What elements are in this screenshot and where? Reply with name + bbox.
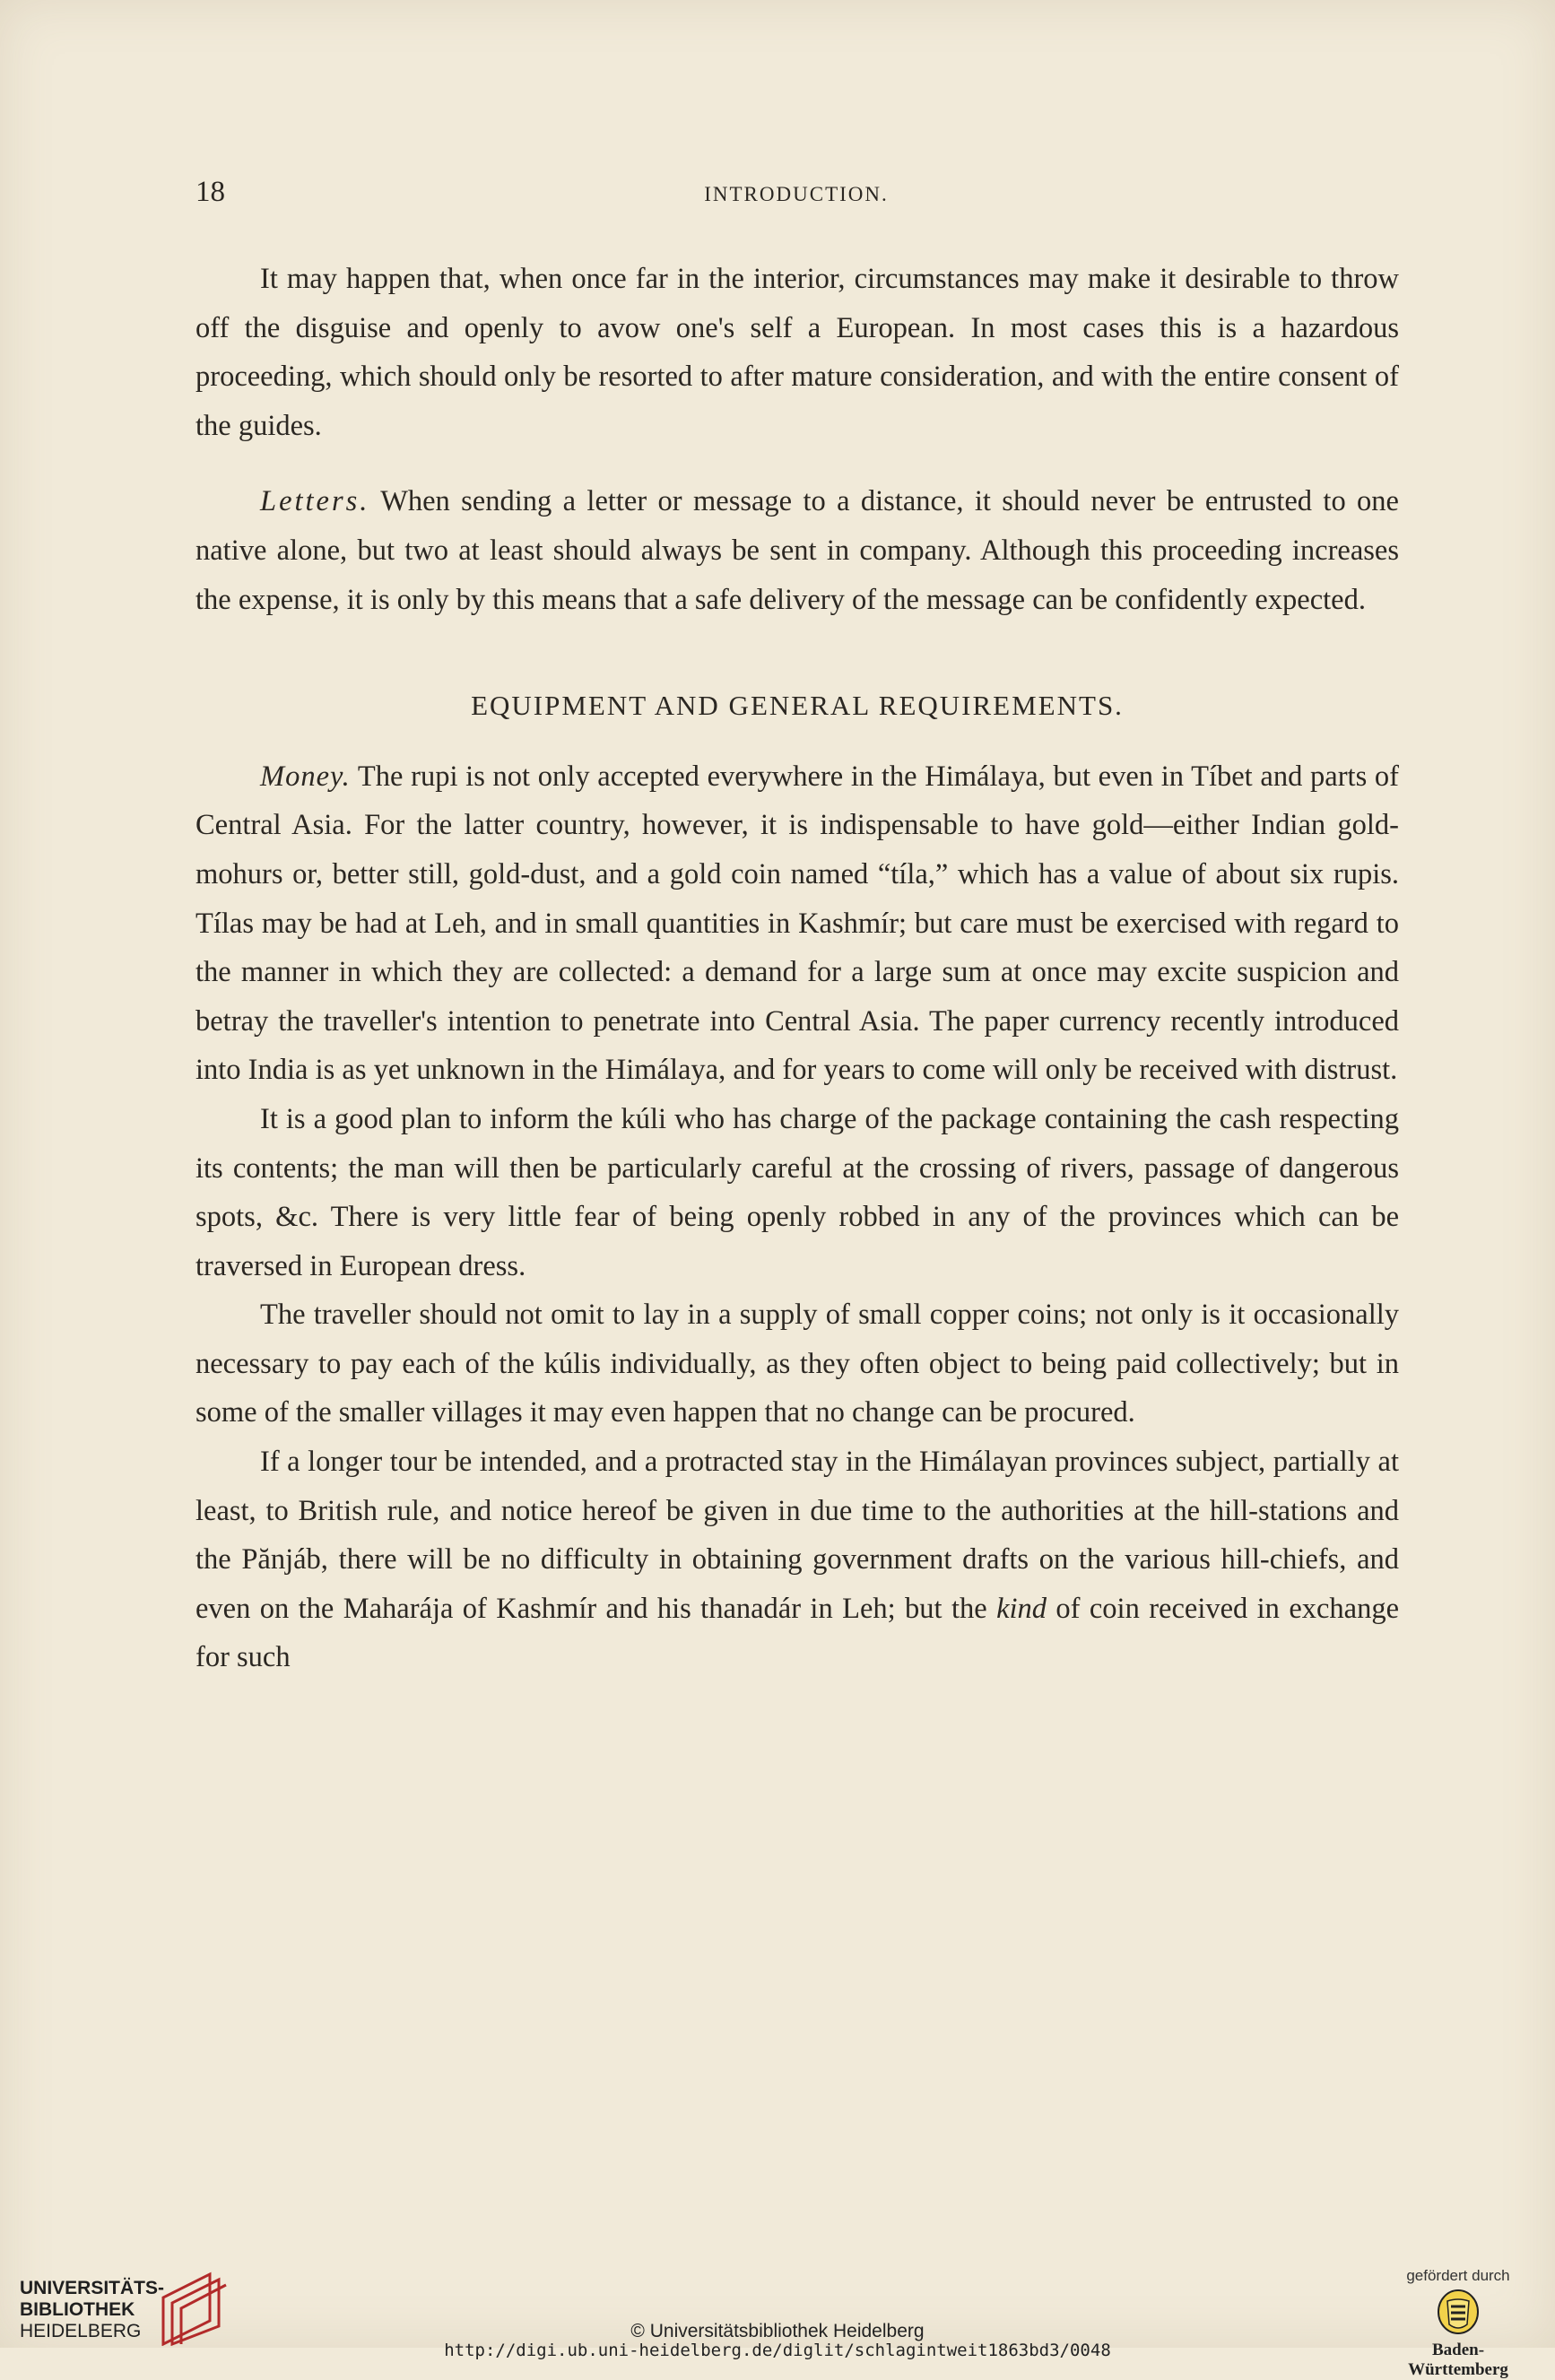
letters-sidehead: Letters. xyxy=(260,485,370,518)
section-heading: EQUIPMENT AND GENERAL REQUIREMENTS. xyxy=(471,690,1124,722)
paragraph-disguise: It may happen that, when once far in the interior, circumstances may make it desirable to throw off the disguise and openly to avow one's self a European. In most cases this is a hazardous proceeding, which should only be resorted to after mature consideration, and with the entire consent of the guides. xyxy=(195,263,1399,442)
money-sidehead: Money. xyxy=(260,760,351,793)
running-title: INTRODUCTION. xyxy=(704,183,889,205)
funder-block xyxy=(1386,2267,1530,2380)
page-header xyxy=(195,176,1397,212)
library-name-line1: UNIVERSITÄTS- xyxy=(20,2278,165,2298)
library-name-line3: HEIDELBERG xyxy=(20,2321,142,2341)
page-number: 18 xyxy=(195,176,225,208)
funded-by-label: gefördert durch xyxy=(1406,2267,1510,2284)
drafts-text-start: If a longer tour be intended, and a protracted stay in the Himálayan provinces subject, partially at least, to British rule, and notice hereof be given in due time to the authorities at the hill-stations and the Pănjáb, there will be no difficulty in obtaining government drafts on the various hill-chiefs, and even on the Maharája of Kashmír and his thanadár in Leh; but the xyxy=(195,1446,1399,1625)
funder-name: Baden-Württemberg xyxy=(1408,2341,1508,2379)
source-url-link[interactable]: http://digi.ub.uni-heidelberg.de/diglit/schlagintweit1863bd3/0048 xyxy=(444,2341,1111,2360)
state-crest-icon xyxy=(1437,2289,1480,2335)
copyright-notice: © Universitätsbibliothek Heidelberg xyxy=(630,2321,925,2341)
digitization-footer xyxy=(0,2215,1555,2379)
paragraph-kuli: It is a good plan to inform the kúli who has charge of the package containing the cash respecting its contents; the man will then be particularly careful at the crossing of rivers, passage of dangerous spots, &c. There is very little fear of being openly robbed in any of the provinces which can be traversed in European dress. xyxy=(195,1102,1399,1282)
letters-text: When sending a letter or message to a distance, it should never be entrusted to one native alone, but two at least should always be sent in company. Although this proceeding increases the expense, it is only by this means that a safe delivery of the message can be confidently expected. xyxy=(195,485,1399,616)
drafts-text-end: of coin received in exchange for such xyxy=(195,1592,1400,1674)
paragraph-copper-coins: The traveller should not omit to lay in a supply of small copper coins; not only is it occasionally necessary to pay each of the kúlis individually, as they often object to being paid collectively; but in some of the smaller villages it may even happen that no change can be procured. xyxy=(195,1299,1399,1429)
money-text: The rupi is not only accepted everywhere in the Himálaya, but even in Tíbet and parts of Central Asia. For the latter country, however, it is indispensable to have gold—either Indian gold-mohurs or, better still, gold-dust, and a gold coin named “tíla,” which has a value of about six rupis. Tílas may be had at Leh, and in small quantities in Kashmír; but care must be exercised with regard to the manner in which they are collected: a demand for a large sum at once may excite suspicion and betray the traveller's intention to penetrate into Central Asia. The paper currency recently introduced into India is as yet unknown in the Himálaya, and for years to come will only be received with distrust. xyxy=(195,760,1399,1087)
library-name-line2: BIBLIOTHEK xyxy=(20,2299,135,2320)
page-body xyxy=(195,255,1399,1682)
paragraph-letters xyxy=(195,477,1399,624)
paragraph-drafts xyxy=(195,1438,1399,1682)
drafts-emphasis: kind xyxy=(996,1592,1047,1625)
paragraph-money xyxy=(195,752,1399,1095)
